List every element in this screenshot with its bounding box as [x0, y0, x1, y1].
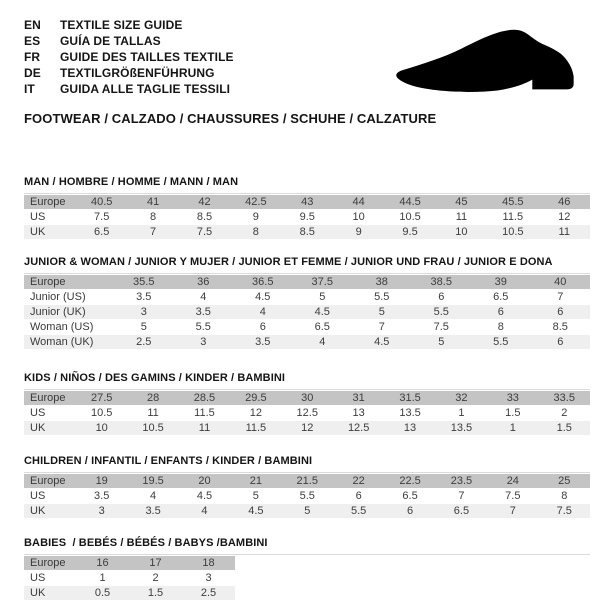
- size-table-section-2: [24, 372, 590, 436]
- size-cell: 11.5: [230, 421, 281, 436]
- size-cell: 12: [282, 421, 333, 436]
- size-table: [24, 474, 590, 519]
- size-cell: 7.5: [76, 210, 127, 225]
- size-cell: 13.5: [384, 406, 435, 421]
- size-cell: 36.5: [233, 275, 293, 290]
- size-cell: 5: [282, 504, 333, 519]
- size-cell: 4: [293, 335, 353, 350]
- language-label: TEXTILE SIZE GUIDE: [60, 18, 183, 32]
- size-cell: 3: [174, 335, 234, 350]
- size-cell: 5: [293, 290, 353, 305]
- size-cell: 46: [539, 195, 590, 210]
- table-row: [24, 556, 235, 571]
- table-row: [24, 489, 590, 504]
- language-code: FR: [24, 50, 41, 64]
- size-cell: 17: [129, 556, 182, 571]
- size-cell: 6: [384, 504, 435, 519]
- size-table: [24, 275, 590, 350]
- language-label: GUIDA ALLE TAGLIE TESSILI: [60, 82, 231, 96]
- table-row: [24, 571, 235, 586]
- table-row: [24, 210, 590, 225]
- size-cell: 40: [531, 275, 591, 290]
- table-row: [24, 335, 590, 350]
- size-cell: 12.5: [333, 421, 384, 436]
- size-cell: 19.5: [127, 474, 178, 489]
- size-tables: [0, 176, 600, 601]
- size-cell: 10: [436, 225, 487, 240]
- size-cell: 22.5: [384, 474, 435, 489]
- table-row: [24, 320, 590, 335]
- size-cell: 7.5: [179, 225, 230, 240]
- row-label: UK: [24, 421, 76, 436]
- size-cell: 9: [333, 225, 384, 240]
- size-cell: 4: [233, 305, 293, 320]
- size-cell: 21.5: [282, 474, 333, 489]
- size-cell: 6: [531, 305, 591, 320]
- table-row: [24, 290, 590, 305]
- size-cell: 1: [487, 421, 538, 436]
- size-cell: 6.5: [76, 225, 127, 240]
- size-cell: 18: [182, 556, 235, 571]
- size-cell: 8: [127, 210, 178, 225]
- size-cell: 42: [179, 195, 230, 210]
- table-title: KIDS / NIÑOS / DES GAMINS / KINDER / BAMBINI: [24, 372, 286, 384]
- size-cell: 36: [174, 275, 234, 290]
- size-cell: 12.5: [282, 406, 333, 421]
- size-cell: 5.5: [333, 504, 384, 519]
- size-table-section-0: [24, 176, 590, 240]
- size-cell: 10.5: [487, 225, 538, 240]
- size-cell: 11: [179, 421, 230, 436]
- size-cell: 7.5: [487, 489, 538, 504]
- size-cell: 37.5: [293, 275, 353, 290]
- category-title: FOOTWEAR / CALZADO / CHAUSSURES / SCHUHE / CALZATURE: [24, 111, 437, 126]
- size-cell: 5: [114, 320, 174, 335]
- row-label: US: [24, 210, 76, 225]
- size-cell: 12: [230, 406, 281, 421]
- size-cell: 45: [436, 195, 487, 210]
- size-cell: 22: [333, 474, 384, 489]
- size-cell: 12: [539, 210, 590, 225]
- size-cell: 3: [114, 305, 174, 320]
- row-label: Woman (UK): [24, 335, 114, 350]
- size-table-section-4: [24, 537, 590, 601]
- size-cell: 2: [539, 406, 590, 421]
- size-cell: 3.5: [127, 504, 178, 519]
- size-cell: 1.5: [539, 421, 590, 436]
- size-table: [24, 195, 590, 240]
- size-cell: 3: [182, 571, 235, 586]
- table-wrap: [24, 193, 590, 240]
- size-cell: 27.5: [76, 391, 127, 406]
- size-cell: 2.5: [114, 335, 174, 350]
- size-cell: 5.5: [412, 305, 472, 320]
- table-wrap: [24, 389, 590, 436]
- size-cell: 33: [487, 391, 538, 406]
- size-cell: 2.5: [182, 586, 235, 601]
- size-cell: 44: [333, 195, 384, 210]
- language-label: TEXTILGRÖßENFÜHRUNG: [60, 66, 215, 80]
- size-cell: 4: [179, 504, 230, 519]
- table-row: [24, 225, 590, 240]
- row-label: UK: [24, 586, 76, 601]
- size-cell: 11.5: [179, 406, 230, 421]
- size-cell: 31.5: [384, 391, 435, 406]
- size-cell: 2: [129, 571, 182, 586]
- size-cell: 3: [76, 504, 127, 519]
- size-cell: 29.5: [230, 391, 281, 406]
- size-cell: 7.5: [412, 320, 472, 335]
- size-cell: 1.5: [487, 406, 538, 421]
- size-cell: 7: [127, 225, 178, 240]
- size-cell: 35.5: [114, 275, 174, 290]
- size-cell: 4.5: [230, 504, 281, 519]
- size-cell: 38.5: [412, 275, 472, 290]
- table-row: [24, 586, 235, 601]
- table-wrap: [24, 472, 590, 519]
- row-label: Europe: [24, 556, 76, 571]
- table-row: [24, 391, 590, 406]
- size-cell: 6: [412, 290, 472, 305]
- size-cell: 16: [76, 556, 129, 571]
- language-label: GUÍA DE TALLAS: [60, 34, 161, 48]
- language-code: DE: [24, 66, 41, 80]
- size-cell: 24: [487, 474, 538, 489]
- size-cell: 45.5: [487, 195, 538, 210]
- row-label: Woman (US): [24, 320, 114, 335]
- language-label: GUIDE DES TAILLES TEXTILE: [60, 50, 234, 64]
- size-cell: 1.5: [129, 586, 182, 601]
- row-label: Junior (US): [24, 290, 114, 305]
- row-label: Europe: [24, 391, 76, 406]
- size-cell: 7: [531, 290, 591, 305]
- size-cell: 6: [333, 489, 384, 504]
- size-cell: 33.5: [539, 391, 590, 406]
- size-cell: 3.5: [114, 290, 174, 305]
- size-cell: 41: [127, 195, 178, 210]
- row-label: Junior (UK): [24, 305, 114, 320]
- size-cell: 28.5: [179, 391, 230, 406]
- size-cell: 11: [436, 210, 487, 225]
- size-cell: 32: [436, 391, 487, 406]
- row-label: US: [24, 489, 76, 504]
- size-table-section-3: [24, 455, 590, 519]
- language-code: EN: [24, 18, 41, 32]
- table-row: [24, 195, 590, 210]
- table-row: [24, 421, 590, 436]
- size-cell: 25: [539, 474, 590, 489]
- size-cell: 8: [539, 489, 590, 504]
- row-label: US: [24, 406, 76, 421]
- size-cell: 11: [539, 225, 590, 240]
- table-title: JUNIOR & WOMAN / JUNIOR Y MUJER / JUNIOR ET FEMME / JUNIOR UND FRAU / JUNIOR E DONA: [24, 256, 553, 268]
- size-cell: 7: [436, 489, 487, 504]
- shoe-silhouette-icon: [393, 26, 578, 94]
- size-table: [24, 391, 590, 436]
- size-cell: 8.5: [531, 320, 591, 335]
- size-cell: 4.5: [293, 305, 353, 320]
- size-cell: 7.5: [539, 504, 590, 519]
- size-cell: 31: [333, 391, 384, 406]
- row-label: UK: [24, 225, 76, 240]
- size-cell: 5.5: [352, 290, 412, 305]
- language-code: ES: [24, 34, 41, 48]
- size-cell: 8: [230, 225, 281, 240]
- size-cell: 30: [282, 391, 333, 406]
- row-label: Europe: [24, 195, 76, 210]
- size-cell: 13: [333, 406, 384, 421]
- table-title: MAN / HOMBRE / HOMME / MANN / MAN: [24, 176, 239, 188]
- size-cell: 9.5: [282, 210, 333, 225]
- size-cell: 43: [282, 195, 333, 210]
- table-wrap: [24, 273, 590, 350]
- size-cell: 4: [127, 489, 178, 504]
- size-cell: 6.5: [384, 489, 435, 504]
- row-label: Europe: [24, 275, 114, 290]
- size-cell: 10.5: [76, 406, 127, 421]
- size-cell: 6: [471, 305, 531, 320]
- size-cell: 10.5: [127, 421, 178, 436]
- size-cell: 21: [230, 474, 281, 489]
- row-label: Europe: [24, 474, 76, 489]
- size-cell: 3.5: [76, 489, 127, 504]
- table-wrap: [24, 554, 590, 601]
- size-table-section-1: [24, 256, 590, 350]
- size-cell: 5.5: [174, 320, 234, 335]
- size-cell: 19: [76, 474, 127, 489]
- table-row: [24, 474, 590, 489]
- size-cell: 6.5: [436, 504, 487, 519]
- size-cell: 40.5: [76, 195, 127, 210]
- size-cell: 6: [531, 335, 591, 350]
- size-cell: 11: [127, 406, 178, 421]
- size-cell: 7: [487, 504, 538, 519]
- size-cell: 5: [230, 489, 281, 504]
- size-cell: 5: [412, 335, 472, 350]
- size-cell: 5.5: [282, 489, 333, 504]
- size-cell: 28: [127, 391, 178, 406]
- size-cell: 10: [333, 210, 384, 225]
- size-cell: 10.5: [384, 210, 435, 225]
- size-cell: 9: [230, 210, 281, 225]
- size-cell: 42.5: [230, 195, 281, 210]
- table-row: [24, 275, 590, 290]
- size-cell: 4: [174, 290, 234, 305]
- table-title: CHILDREN / INFANTIL / ENFANTS / KINDER / BAMBINI: [24, 455, 313, 467]
- size-cell: 6: [233, 320, 293, 335]
- size-cell: 5.5: [471, 335, 531, 350]
- table-title: BABIES / BEBÉS / BÉBÉS / BABYS /BAMBINI: [24, 537, 268, 549]
- size-cell: 5: [352, 305, 412, 320]
- row-label: US: [24, 571, 76, 586]
- size-cell: 8.5: [282, 225, 333, 240]
- size-cell: 4.5: [352, 335, 412, 350]
- size-cell: 4.5: [179, 489, 230, 504]
- size-cell: 6.5: [471, 290, 531, 305]
- size-cell: 13.5: [436, 421, 487, 436]
- size-cell: 7: [352, 320, 412, 335]
- size-cell: 3.5: [174, 305, 234, 320]
- size-table: [24, 556, 235, 601]
- size-cell: 3.5: [233, 335, 293, 350]
- size-cell: 23.5: [436, 474, 487, 489]
- table-row: [24, 504, 590, 519]
- size-cell: 13: [384, 421, 435, 436]
- row-label: UK: [24, 504, 76, 519]
- size-cell: 4.5: [233, 290, 293, 305]
- size-cell: 8.5: [179, 210, 230, 225]
- size-cell: 11.5: [487, 210, 538, 225]
- size-cell: 9.5: [384, 225, 435, 240]
- table-row: [24, 406, 590, 421]
- size-cell: 38: [352, 275, 412, 290]
- size-cell: 1: [76, 571, 129, 586]
- size-cell: 1: [436, 406, 487, 421]
- table-row: [24, 305, 590, 320]
- size-cell: 39: [471, 275, 531, 290]
- size-cell: 8: [471, 320, 531, 335]
- language-code: IT: [24, 82, 35, 96]
- size-cell: 20: [179, 474, 230, 489]
- size-cell: 44.5: [384, 195, 435, 210]
- size-cell: 0.5: [76, 586, 129, 601]
- size-cell: 10: [76, 421, 127, 436]
- size-cell: 6.5: [293, 320, 353, 335]
